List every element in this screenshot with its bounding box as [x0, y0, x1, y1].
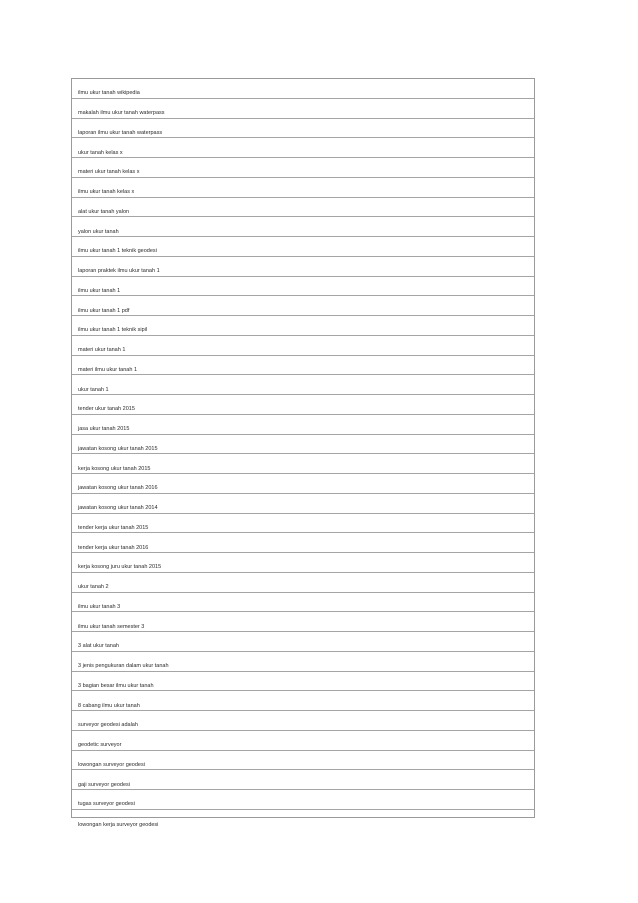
row-text: gaji surveyor geodesi	[78, 781, 130, 788]
table-row	[72, 770, 534, 790]
row-text: ilmu ukur tanah 1	[78, 287, 121, 294]
row-text: materi ilmu ukur tanah 1	[78, 366, 137, 373]
table-row	[72, 277, 534, 297]
row-text: lowongan kerja surveyor geodesi	[78, 822, 159, 828]
row-text: jawatan kosong ukur tanah 2016	[78, 485, 158, 492]
table-row	[72, 79, 534, 99]
row-text: ukur tanah kelas x	[78, 149, 123, 156]
table-row	[72, 198, 534, 218]
table-row	[72, 454, 534, 474]
row-text: ilmu ukur tanah wikipedia	[78, 90, 140, 97]
table-row	[72, 296, 534, 316]
table-row	[72, 178, 534, 198]
table-row	[72, 316, 534, 336]
table-row	[72, 494, 534, 514]
row-text: tender kerja ukur tanah 2015	[78, 524, 149, 531]
row-text: laporan ilmu ukur tanah waterpass	[78, 129, 163, 136]
row-text: laporan praktek ilmu ukur tanah 1	[78, 268, 160, 274]
table-row	[72, 652, 534, 672]
table-row	[72, 435, 534, 455]
table-row	[72, 790, 534, 810]
table-row	[72, 632, 534, 652]
table-row	[72, 395, 534, 415]
row-text: 3 jenis pengukuran dalam ukur tanah	[78, 663, 169, 669]
table-row	[72, 138, 534, 158]
table-row	[72, 691, 534, 711]
table-row	[72, 751, 534, 771]
table-row	[72, 336, 534, 356]
row-text: ilmu ukur tanah 1 teknik sipil	[78, 327, 148, 334]
row-text: ilmu ukur tanah 1 pdf	[78, 307, 130, 314]
table-row	[72, 672, 534, 692]
table-row	[72, 375, 534, 395]
table-row	[72, 356, 534, 376]
row-text: ukur tanah 1	[78, 386, 109, 393]
row-text: 8 cabang ilmu ukur tanah	[78, 702, 140, 709]
row-text: geodetic surveyor	[78, 742, 122, 748]
row-text: tender kerja ukur tanah 2016	[78, 544, 149, 551]
row-text: materi ukur tanah 1	[78, 347, 126, 353]
table-row	[72, 257, 534, 277]
row-text: 3 bagian besar ilmu ukur tanah	[78, 682, 154, 689]
row-text: yalon ukur tanah	[78, 228, 119, 235]
table-row	[72, 553, 534, 573]
table-row	[72, 711, 534, 731]
row-text: ilmu ukur tanah 1 teknik geodesi	[78, 248, 157, 255]
table-row	[72, 573, 534, 593]
row-text: tugas surveyor geodesi	[78, 801, 135, 808]
table-row	[72, 533, 534, 553]
row-text: tender ukur tanah 2015	[78, 406, 135, 413]
row-text: lowongan surveyor geodesi	[78, 761, 145, 768]
keyword-table	[71, 78, 535, 828]
table-row	[72, 612, 534, 632]
row-text: 3 alat ukur tanah	[78, 643, 119, 650]
table-row	[72, 474, 534, 494]
row-text: jawatan kosong ukur tanah 2015	[78, 445, 158, 452]
row-text: jawatan kosong ukur tanah 2014	[78, 505, 158, 511]
row-text: kerja kosong ukur tanah 2015	[78, 465, 151, 472]
row-text: ukur tanah 2	[78, 584, 109, 590]
table-row	[72, 217, 534, 237]
table-row	[72, 237, 534, 257]
row-text: surveyor geodesi adalah	[78, 722, 138, 729]
table-row	[72, 514, 534, 534]
row-text: alat ukur tanah yalon	[78, 208, 130, 215]
row-text: ilmu ukur tanah 3	[78, 603, 121, 610]
table-row	[72, 99, 534, 119]
table-row	[72, 731, 534, 751]
table-row	[72, 810, 534, 830]
table-row	[72, 158, 534, 178]
table-row	[72, 593, 534, 613]
row-text: makalah ilmu ukur tanah waterpass	[78, 110, 165, 116]
row-text: jasa ukur tanah 2015	[78, 426, 130, 432]
row-text: ilmu ukur tanah kelas x	[78, 189, 135, 195]
table-row	[72, 415, 534, 435]
row-text: materi ukur tanah kelas x	[78, 169, 140, 176]
row-text: ilmu ukur tanah semester 3	[78, 623, 145, 630]
row-text: kerja kosong juru ukur tanah 2015	[78, 564, 162, 571]
table-row	[72, 119, 534, 139]
